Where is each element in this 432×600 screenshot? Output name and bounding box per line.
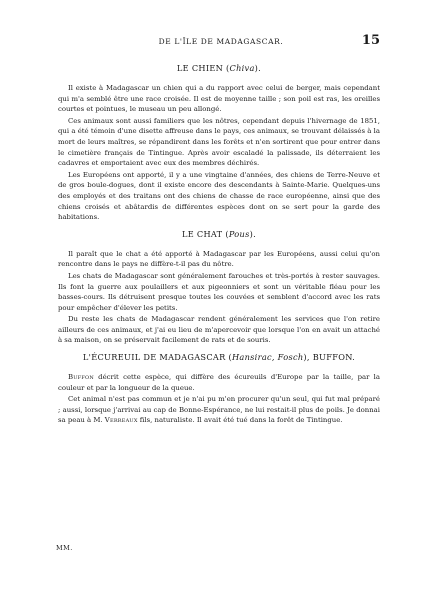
author-name: Buffon	[68, 373, 94, 382]
section-title-chien	[58, 63, 380, 73]
section-title-text: L'ÉCUREUIL DE MADAGASCAR (	[82, 352, 232, 363]
paragraph	[58, 394, 380, 426]
section-title-end: ).	[249, 228, 257, 239]
running-head: DE L'ÎLE DE MADAGASCAR.	[158, 37, 284, 46]
paragraph: Les Européens ont apporté, il y a une vingtaine d'années, des chiens de Terre-Neuve et de gros boule-dogues, dont il existe encore des descendants à Sainte-Marie. Quelques-uns des employés et des traitans ont des chiens de chasse de race européenne, ainsi que des chiens croisés et abâtardis de différentes espèces dont on se sert pour la garde des habitations.	[58, 170, 380, 222]
section-title-end: ), BUFFON.	[303, 352, 356, 363]
section-title-chat	[58, 229, 380, 239]
paragraph-text: fils, naturaliste. Il avait été tué dans la forêt de Tintingue.	[137, 416, 343, 425]
page-number: 15	[361, 33, 380, 48]
paragraph	[58, 372, 380, 393]
signature-mark: MM.	[56, 544, 73, 552]
section-title-end: ).	[254, 63, 262, 73]
section-latin-name: Pous	[228, 228, 250, 239]
section-latin-name: Chiva	[229, 63, 255, 73]
person-name: Verreaux	[104, 416, 138, 425]
page-content	[58, 57, 380, 427]
paragraph: Du reste les chats de Madagascar rendent généralement les services que l'on retire ailleurs de ces animaux, et j'ai eu lieu de m'apercevoir que lorsque l'on en avait un attaché à sa maison, on se préservait facilement de rats et de souris.	[58, 315, 380, 345]
paragraph-text: décrit cette espèce, qui diffère des écureuils d'Europe par la taille, par la couleur et par la longueur de la queue.	[58, 373, 380, 392]
paragraph: Les chats de Madagascar sont généralement farouches et très-portés à rester sauvages. Ils font la guerre aux poulaillers et aux pigeonniers et sont un véritable fléau pour les basses-cours. Ils détruisent presque toutes les couvées et semblent d'accord avec les rats pour empêcher d'élever les petits.	[58, 271, 380, 312]
paragraph: Ces animaux sont aussi familiers que les nôtres, cependant depuis l'hivernage de 1851, qui a été témoin d'une disette affreuse dans le pays, ces animaux, se trouvant délaissés à la mort de leurs maîtres, se répandirent dans les forêts et n'en sortirent que pour entrer dans le cimetière français de Tintingue. Après avoir escaladé la palissade, ils déterraient les cadavres et emportaient avec eux des membres déchirés.	[58, 116, 380, 168]
paragraph: Il existe à Madagascar un chien qui a du rapport avec celui de berger, mais cependant qui m'a semblé être une race croisée. Il est de moyenne taille ; son poil est ras, les oreilles courtes et pointues, le museau un peu allongé.	[58, 84, 380, 114]
section-latin-name: Hansirac, Fosch	[231, 352, 304, 363]
section-title-text: LE CHAT (	[181, 228, 229, 239]
paragraph: Il paraît que le chat a été apporté à Madagascar par les Européens, aussi celui qu'on rencontre dans le pays ne diffère-t-il pas du nôtre.	[58, 249, 380, 269]
paragraph-text: Cet animal n'est pas commun et je n'ai pu m'en procurer qu'un seul, qui fut mal préparé ; aussi, lorsque j'arrivai au cap de Bonne-Espérance, ne lui restait-il plus de poils. Je donnai sa peau à M.	[58, 395, 380, 425]
section-title-text: LE CHIEN (	[176, 63, 230, 73]
section-title-ecureuil	[58, 352, 380, 362]
